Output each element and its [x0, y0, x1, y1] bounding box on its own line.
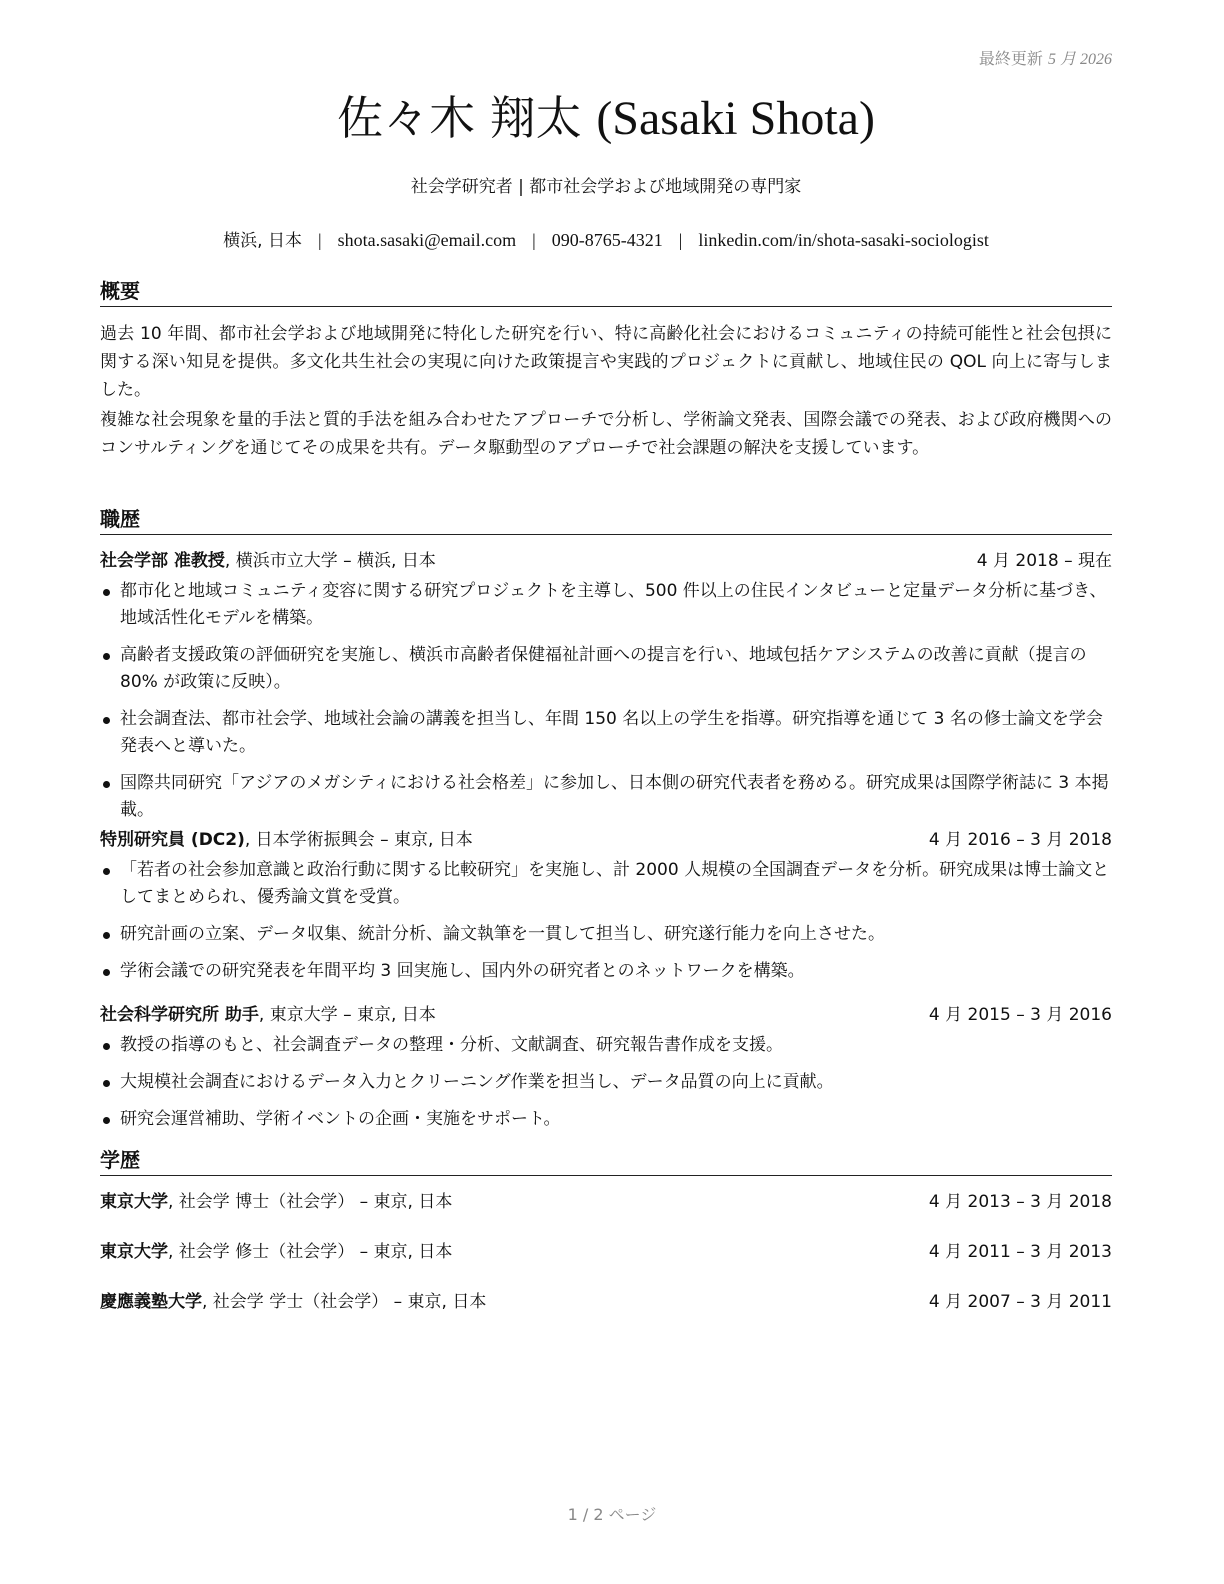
section-title-education: 学歴 [100, 1147, 1112, 1176]
page-number: 1 / 2 ページ [567, 1505, 657, 1524]
job-organization: , 日本学術振興会 – 東京, 日本 [244, 830, 473, 850]
experience-entry-header [100, 1003, 1112, 1027]
job-title: 社会学部 准教授 [100, 551, 225, 571]
list-item: 教授の指導のもと、社会調査データの整理・分析、文献調査、研究報告書作成を支援。 [100, 1032, 1112, 1059]
last-updated-label: 最終更新 [978, 49, 1043, 68]
education-entry [100, 1240, 1112, 1264]
experience-bullets [100, 857, 1112, 995]
contact-separator: | [317, 230, 322, 250]
school-name: 東京大学 [100, 1192, 168, 1212]
school-name: 東京大学 [100, 1242, 168, 1262]
job-organization: , 東京大学 – 東京, 日本 [258, 1005, 436, 1025]
job-date: 4 月 2018 – 現在 [976, 551, 1112, 571]
contact-phone[interactable]: 090-8765-4321 [551, 230, 663, 250]
job-date: 4 月 2016 – 3 月 2018 [928, 830, 1112, 850]
education-date: 4 月 2013 – 3 月 2018 [928, 1192, 1112, 1212]
name-japanese: 佐々木 翔太 [337, 91, 582, 145]
experience-bullets [100, 578, 1112, 834]
list-item: 「若者の社会参加意識と政治行動に関する比較研究」を実施し、計 2000 人規模の全国調査データを分析。研究成果は博士論文としてまとめられ、優秀論文賞を受賞。 [100, 857, 1112, 911]
list-item: 高齢者支援政策の評価研究を実施し、横浜市高齢者保健福祉計画への提言を行い、地域包括ケアシステムの改善に貢献（提言の 80% が政策に反映）。 [100, 642, 1112, 696]
list-item: 都市化と地域コミュニティ変容に関する研究プロジェクトを主導し、500 件以上の住民インタビューと定量データ分析に基づき、地域活性化モデルを構築。 [100, 578, 1112, 632]
section-title-summary: 概要 [100, 278, 1112, 307]
summary-paragraph: 過去 10 年間、都市社会学および地域開発に特化した研究を行い、特に高齢化社会におけるコミュニティの持続可能性と社会包摂に関する深い知見を提供。多文化共生社会の実現に向けた政策提言や実践的プロジェクトに貢献し、地域住民の QOL 向上に寄与しました。 [100, 324, 1112, 400]
education-date: 4 月 2011 – 3 月 2013 [928, 1242, 1112, 1262]
contact-separator: | [532, 230, 536, 250]
last-updated [979, 46, 1112, 69]
job-title: 特別研究員 (DC2) [100, 830, 245, 850]
list-item: 国際共同研究「アジアのメガシティにおける社会格差」に参加し、日本側の研究代表者を務める。研究成果は国際学術誌に 3 本掲載。 [100, 770, 1112, 824]
education-entry [100, 1290, 1112, 1314]
experience-entry-header [100, 828, 1112, 852]
list-item: 研究計画の立案、データ収集、統計分析、論文執筆を一貫して担当し、研究遂行能力を向上させた。 [100, 921, 1112, 948]
list-item: 社会調査法、都市社会学、地域社会論の講義を担当し、年間 150 名以上の学生を指導。研究指導を通じて 3 名の修士論文を学会発表へと導いた。 [100, 706, 1112, 760]
list-item: 研究会運営補助、学術イベントの企画・実施をサポート。 [100, 1106, 1112, 1133]
list-item: 大規模社会調査におけるデータ入力とクリーニング作業を担当し、データ品質の向上に貢献。 [100, 1069, 1112, 1096]
section-title-experience: 職歴 [100, 506, 1112, 535]
list-item: 学術会議での研究発表を年間平均 3 回実施し、国内外の研究者とのネットワークを構築。 [100, 958, 1112, 985]
contact-location: 横浜, 日本 [223, 231, 302, 251]
school-name: 慶應義塾大学 [100, 1292, 202, 1312]
degree-detail: , 社会学 博士（社会学） – 東京, 日本 [168, 1192, 453, 1212]
education-entry [100, 1190, 1112, 1214]
summary-paragraph: 複雑な社会現象を量的手法と質的手法を組み合わせたアプローチで分析し、学術論文発表、国際会議での発表、および政府機関へのコンサルティングを通じてその成果を共有。データ駆動型のアプローチで社会課題の解決を支援しています。 [100, 410, 1112, 458]
last-updated-date: 5 月 2026 [1047, 51, 1112, 68]
contact-line [100, 226, 1112, 251]
job-date: 4 月 2015 – 3 月 2016 [928, 1005, 1112, 1025]
experience-bullets [100, 1032, 1112, 1143]
name-latin: (Sasaki Shota) [596, 92, 875, 145]
page-title [100, 88, 1112, 149]
job-title: 社会科学研究所 助手 [100, 1005, 259, 1025]
job-organization: , 横浜市立大学 – 横浜, 日本 [224, 551, 436, 571]
experience-entry-header [100, 549, 1112, 573]
education-date: 4 月 2007 – 3 月 2011 [928, 1292, 1112, 1312]
contact-linkedin[interactable]: linkedin.com/in/shota-sasaki-sociologist [698, 230, 989, 250]
contact-separator: | [678, 230, 683, 250]
degree-detail: , 社会学 学士（社会学） – 東京, 日本 [202, 1292, 487, 1312]
contact-email[interactable]: shota.sasaki@email.com [337, 230, 517, 250]
degree-detail: , 社会学 修士（社会学） – 東京, 日本 [168, 1242, 453, 1262]
tagline: 社会学研究者 | 都市社会学および地域開発の専門家 [410, 177, 802, 197]
